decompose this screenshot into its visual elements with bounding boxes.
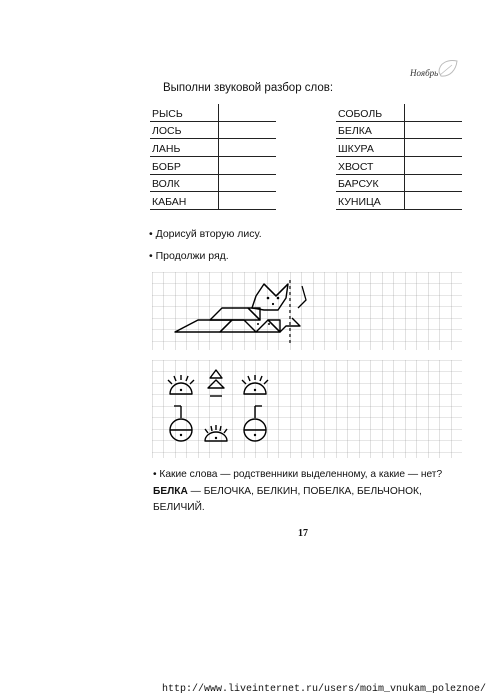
table-row (336, 121, 462, 139)
answer-cell (219, 192, 277, 210)
answer-cell (219, 139, 277, 157)
month-label: Ноябрь (410, 68, 439, 78)
question-rest: — БЕЛОЧКА, БЕЛКИН, ПОБЕЛКА, БЕЛЬЧОНОК, БЕЛИЧИЙ. (153, 485, 422, 513)
pattern-grid (152, 360, 464, 460)
answer-cell (405, 121, 463, 139)
word-cell: ЛОСЬ (150, 121, 219, 139)
word-cell: БОБР (150, 157, 219, 175)
table-row (336, 157, 462, 175)
table-row (150, 104, 276, 121)
table-row (150, 139, 276, 157)
fox-grid (152, 272, 464, 352)
task-fox-text: • Дорисуй вторую лису. (149, 228, 262, 240)
word-table-left (150, 104, 276, 210)
answer-cell (405, 192, 463, 210)
word-cell: ЛАНЬ (150, 139, 219, 157)
table-row (150, 174, 276, 192)
question-intro: • Какие слова — родственники выделенному, а какие — нет? (153, 469, 443, 480)
answer-cell (219, 104, 277, 121)
answer-cell (219, 174, 277, 192)
word-cell: СОБОЛЬ (336, 104, 405, 121)
word-cell: ВОЛК (150, 174, 219, 192)
answer-cell (405, 157, 463, 175)
word-cell: РЫСЬ (150, 104, 219, 121)
page-number: 17 (298, 528, 308, 539)
table-row (150, 192, 276, 210)
table-row (150, 121, 276, 139)
task-row-text: • Продолжи ряд. (149, 250, 229, 262)
question-text (153, 467, 465, 517)
answer-cell (405, 174, 463, 192)
grid-background (152, 272, 462, 350)
grid-background (152, 360, 462, 458)
table-row (336, 174, 462, 192)
leaf-icon (436, 58, 460, 80)
word-cell: БАРСУК (336, 174, 405, 192)
word-cell: БЕЛКА (336, 121, 405, 139)
table-row (150, 157, 276, 175)
answer-cell (405, 139, 463, 157)
word-cell: ШКУРА (336, 139, 405, 157)
question-keyword: БЕЛКА (153, 485, 188, 497)
word-cell: КУНИЦА (336, 192, 405, 210)
table-row (336, 139, 462, 157)
answer-cell (219, 157, 277, 175)
source-url-link[interactable]: http://www.liveinternet.ru/users/moim_vnukam_poleznoe/ (162, 684, 487, 695)
instruction-text: Выполни звуковой разбор слов: (163, 82, 334, 94)
answer-cell (219, 121, 277, 139)
answer-cell (405, 104, 463, 121)
word-table-right (336, 104, 462, 210)
word-cell: КАБАН (150, 192, 219, 210)
table-row (336, 104, 462, 121)
word-cell: ХВОСТ (336, 157, 405, 175)
table-row (336, 192, 462, 210)
